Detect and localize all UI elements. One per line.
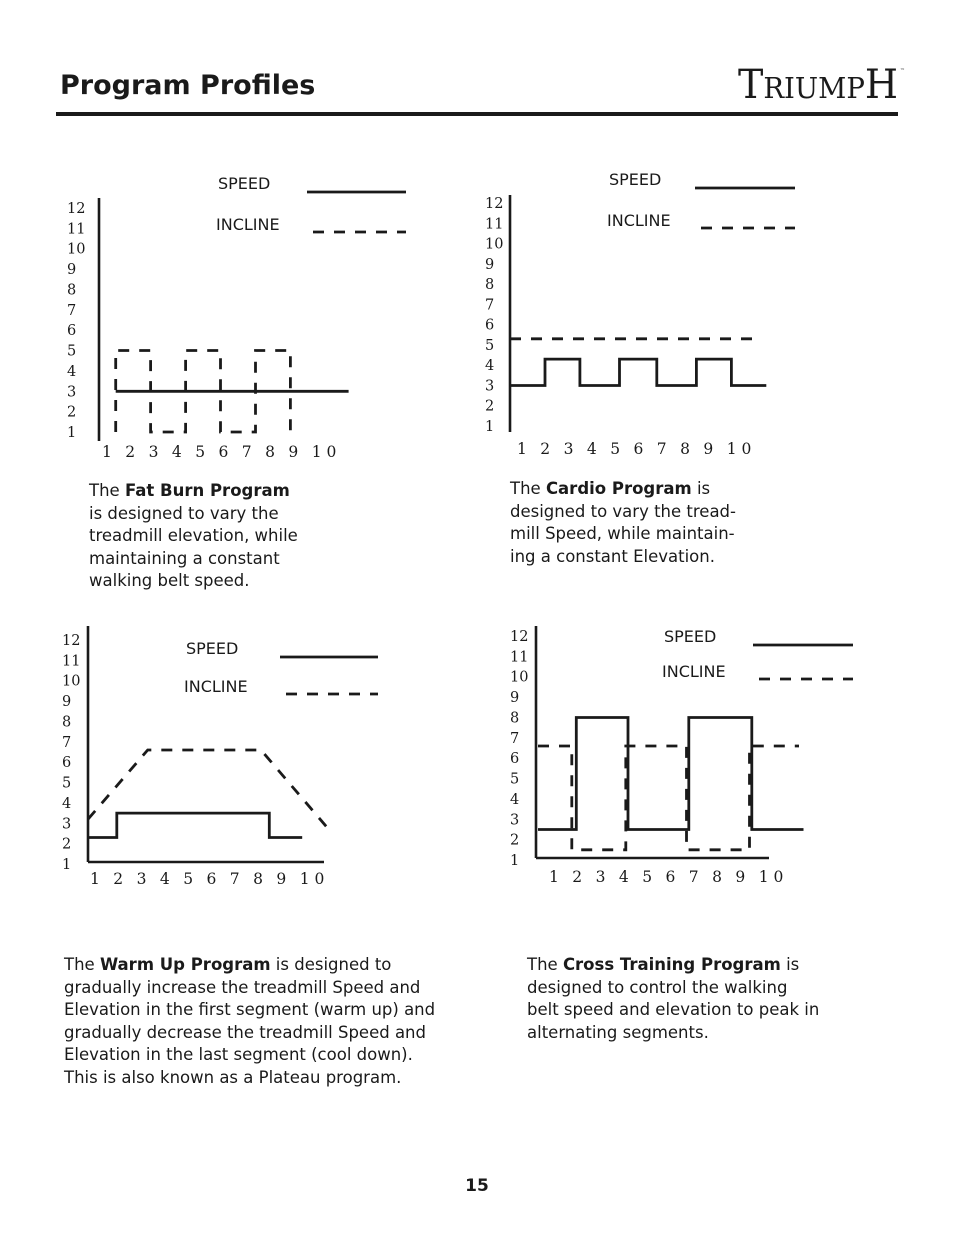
x-tick-label: 3 <box>563 440 574 458</box>
y-tick-label: 3 <box>67 384 77 401</box>
x-tick-label: 1 <box>517 440 527 458</box>
speed-line <box>510 359 766 385</box>
desc-line: is designed to vary the <box>89 503 279 523</box>
y-tick-label: 8 <box>485 277 495 294</box>
desc-line: gradually increase the treadmill Speed and <box>64 977 421 997</box>
y-tick-label: 10 <box>62 673 81 690</box>
x-tick-label: 1 <box>90 870 100 888</box>
y-tick-label: 6 <box>510 751 520 768</box>
legend-speed-label: SPEED <box>664 627 717 646</box>
svg-text:™: ™ <box>900 68 905 74</box>
desc-first-line: The Cardio Program is <box>510 479 711 498</box>
x-tick-label: 8 <box>680 440 690 458</box>
x-tick-label: 5 <box>195 443 206 461</box>
program-name: Fat Burn Program <box>124 481 290 500</box>
x-tick-label: 9 <box>703 440 714 458</box>
desc-line: walking belt speed. <box>89 571 250 591</box>
program-name: Warm Up Program <box>99 955 271 974</box>
legend-incline-label: INCLINE <box>216 215 280 234</box>
x-tick-label: 8 <box>265 443 275 461</box>
desc-line: alternating segments. <box>527 1022 709 1042</box>
y-tick-label: 10 <box>510 669 529 686</box>
svg-text:TRIUMPH <box>738 62 898 106</box>
program-name: Cross Training Program <box>562 955 781 974</box>
y-tick-label: 5 <box>510 771 520 788</box>
y-tick-label: 8 <box>67 282 77 299</box>
y-tick-label: 3 <box>62 816 72 833</box>
x-tick-label: 1 <box>549 868 559 886</box>
brand-logo-final: H <box>864 62 900 106</box>
legend-incline-label: INCLINE <box>607 211 671 230</box>
x-tick-label: 6 <box>665 868 676 886</box>
y-tick-label: 5 <box>62 775 72 792</box>
desc-line: mill Speed, while maintain- <box>510 524 735 544</box>
y-tick-label: 12 <box>67 201 86 217</box>
x-tick-label: 1 0 <box>758 868 784 886</box>
incline-line <box>538 746 799 850</box>
desc-line: ing a constant Elevation. <box>510 546 715 566</box>
desc-cardio <box>510 478 736 568</box>
y-tick-label: 7 <box>67 302 77 319</box>
program-name: Cardio Program <box>545 479 692 498</box>
desc-line: maintaining a constant <box>89 548 280 568</box>
y-tick-label: 4 <box>485 358 495 375</box>
desc-line: designed to control the walking <box>527 977 788 997</box>
legend-speed-label: SPEED <box>609 170 662 189</box>
x-tick-label: 5 <box>610 440 621 458</box>
x-tick-label: 8 <box>253 870 263 888</box>
y-tick-label: 10 <box>485 236 504 253</box>
y-tick-label: 3 <box>485 378 495 395</box>
y-tick-label: 6 <box>67 323 77 340</box>
brand-logo-middle: RIUMP <box>763 71 871 105</box>
y-tick-label: 12 <box>485 196 504 212</box>
desc-line: designed to vary the tread- <box>510 501 736 521</box>
desc-line: treadmill elevation, while <box>89 526 298 546</box>
x-tick-label: 7 <box>688 868 699 886</box>
x-tick-label: 1 0 <box>726 440 752 458</box>
y-tick-label: 1 <box>67 425 77 441</box>
y-tick-label: 2 <box>62 836 72 853</box>
title-rule <box>56 112 898 116</box>
desc-warm-up <box>64 954 435 1090</box>
speed-line <box>538 718 804 830</box>
y-tick-label: 8 <box>62 714 72 731</box>
brand-logo-initial: T <box>738 62 765 106</box>
incline-line <box>88 750 327 827</box>
y-tick-label: 9 <box>62 694 72 711</box>
y-tick-label: 10 <box>67 241 86 258</box>
x-tick-label: 6 <box>206 870 217 888</box>
y-tick-label: 1 <box>510 853 520 869</box>
x-tick-label: 1 0 <box>299 870 325 888</box>
y-tick-label: 4 <box>510 791 520 808</box>
y-tick-label: 7 <box>62 734 72 751</box>
x-tick-label: 2 <box>540 440 551 458</box>
y-tick-label: 11 <box>62 653 81 670</box>
x-tick-label: 2 <box>113 870 124 888</box>
y-tick-label: 7 <box>485 297 495 314</box>
y-tick-label: 5 <box>485 337 495 354</box>
desc-cross-training <box>527 954 819 1044</box>
x-tick-label: 7 <box>229 870 240 888</box>
y-tick-label: 6 <box>62 755 72 772</box>
x-tick-label: 4 <box>586 440 597 458</box>
y-tick-label: 8 <box>510 710 520 727</box>
y-tick-label: 11 <box>485 216 504 233</box>
y-tick-label: 5 <box>67 343 77 360</box>
x-tick-label: 6 <box>633 440 644 458</box>
desc-line: Elevation in the first segment (warm up) and <box>64 1000 436 1020</box>
x-tick-label: 4 <box>618 868 629 886</box>
x-tick-label: 7 <box>241 443 252 461</box>
y-tick-label: 11 <box>67 221 86 238</box>
y-tick-label: 2 <box>67 404 77 421</box>
x-tick-label: 6 <box>218 443 229 461</box>
y-tick-label: 11 <box>510 649 529 666</box>
x-tick-label: 4 <box>159 870 170 888</box>
x-tick-label: 5 <box>642 868 653 886</box>
legend-incline-label: INCLINE <box>662 662 726 681</box>
incline-line <box>116 351 291 433</box>
x-tick-label: 5 <box>183 870 194 888</box>
desc-line: gradually decrease the treadmill Speed and <box>64 1022 426 1042</box>
y-tick-label: 12 <box>62 633 81 649</box>
x-tick-label: 7 <box>656 440 667 458</box>
y-tick-label: 4 <box>67 363 77 380</box>
desc-line: belt speed and elevation to peak in <box>527 1000 820 1020</box>
desc-first-line: The Cross Training Program is <box>527 955 800 974</box>
x-tick-label: 4 <box>171 443 182 461</box>
desc-fat-burn <box>89 480 298 593</box>
x-tick-label: 8 <box>712 868 722 886</box>
desc-first-line: The Fat Burn Program <box>89 481 290 500</box>
x-tick-label: 3 <box>148 443 159 461</box>
desc-first-line: The Warm Up Program is designed to <box>64 955 392 974</box>
legend-incline-label: INCLINE <box>184 677 248 696</box>
x-tick-label: 1 0 <box>311 443 337 461</box>
brand-logo <box>738 60 906 106</box>
desc-line: This is also known as a Plateau program. <box>64 1067 402 1087</box>
y-tick-label: 4 <box>62 795 72 812</box>
page-number: 15 <box>465 1176 489 1196</box>
y-tick-label: 7 <box>510 730 520 747</box>
y-tick-label: 2 <box>485 398 495 415</box>
legend-speed-label: SPEED <box>186 639 239 658</box>
x-tick-label: 9 <box>276 870 287 888</box>
y-tick-label: 1 <box>62 857 72 873</box>
y-tick-label: 6 <box>485 317 495 334</box>
y-tick-label: 2 <box>510 832 520 849</box>
y-tick-label: 9 <box>485 256 495 273</box>
x-tick-label: 9 <box>288 443 299 461</box>
x-tick-label: 3 <box>595 868 606 886</box>
y-tick-label: 9 <box>510 690 520 707</box>
y-tick-label: 1 <box>485 419 495 435</box>
x-tick-label: 9 <box>735 868 746 886</box>
desc-line: Elevation in the last segment (cool down). <box>64 1045 413 1065</box>
x-tick-label: 2 <box>572 868 583 886</box>
page-title: Program Profiles <box>60 70 316 101</box>
legend-speed-label: SPEED <box>218 174 271 193</box>
x-tick-label: 3 <box>136 870 147 888</box>
x-tick-label: 1 <box>102 443 112 461</box>
y-tick-label: 3 <box>510 812 520 829</box>
y-tick-label: 9 <box>67 262 77 279</box>
y-tick-label: 12 <box>510 629 529 645</box>
speed-line <box>88 813 302 837</box>
x-tick-label: 2 <box>125 443 136 461</box>
